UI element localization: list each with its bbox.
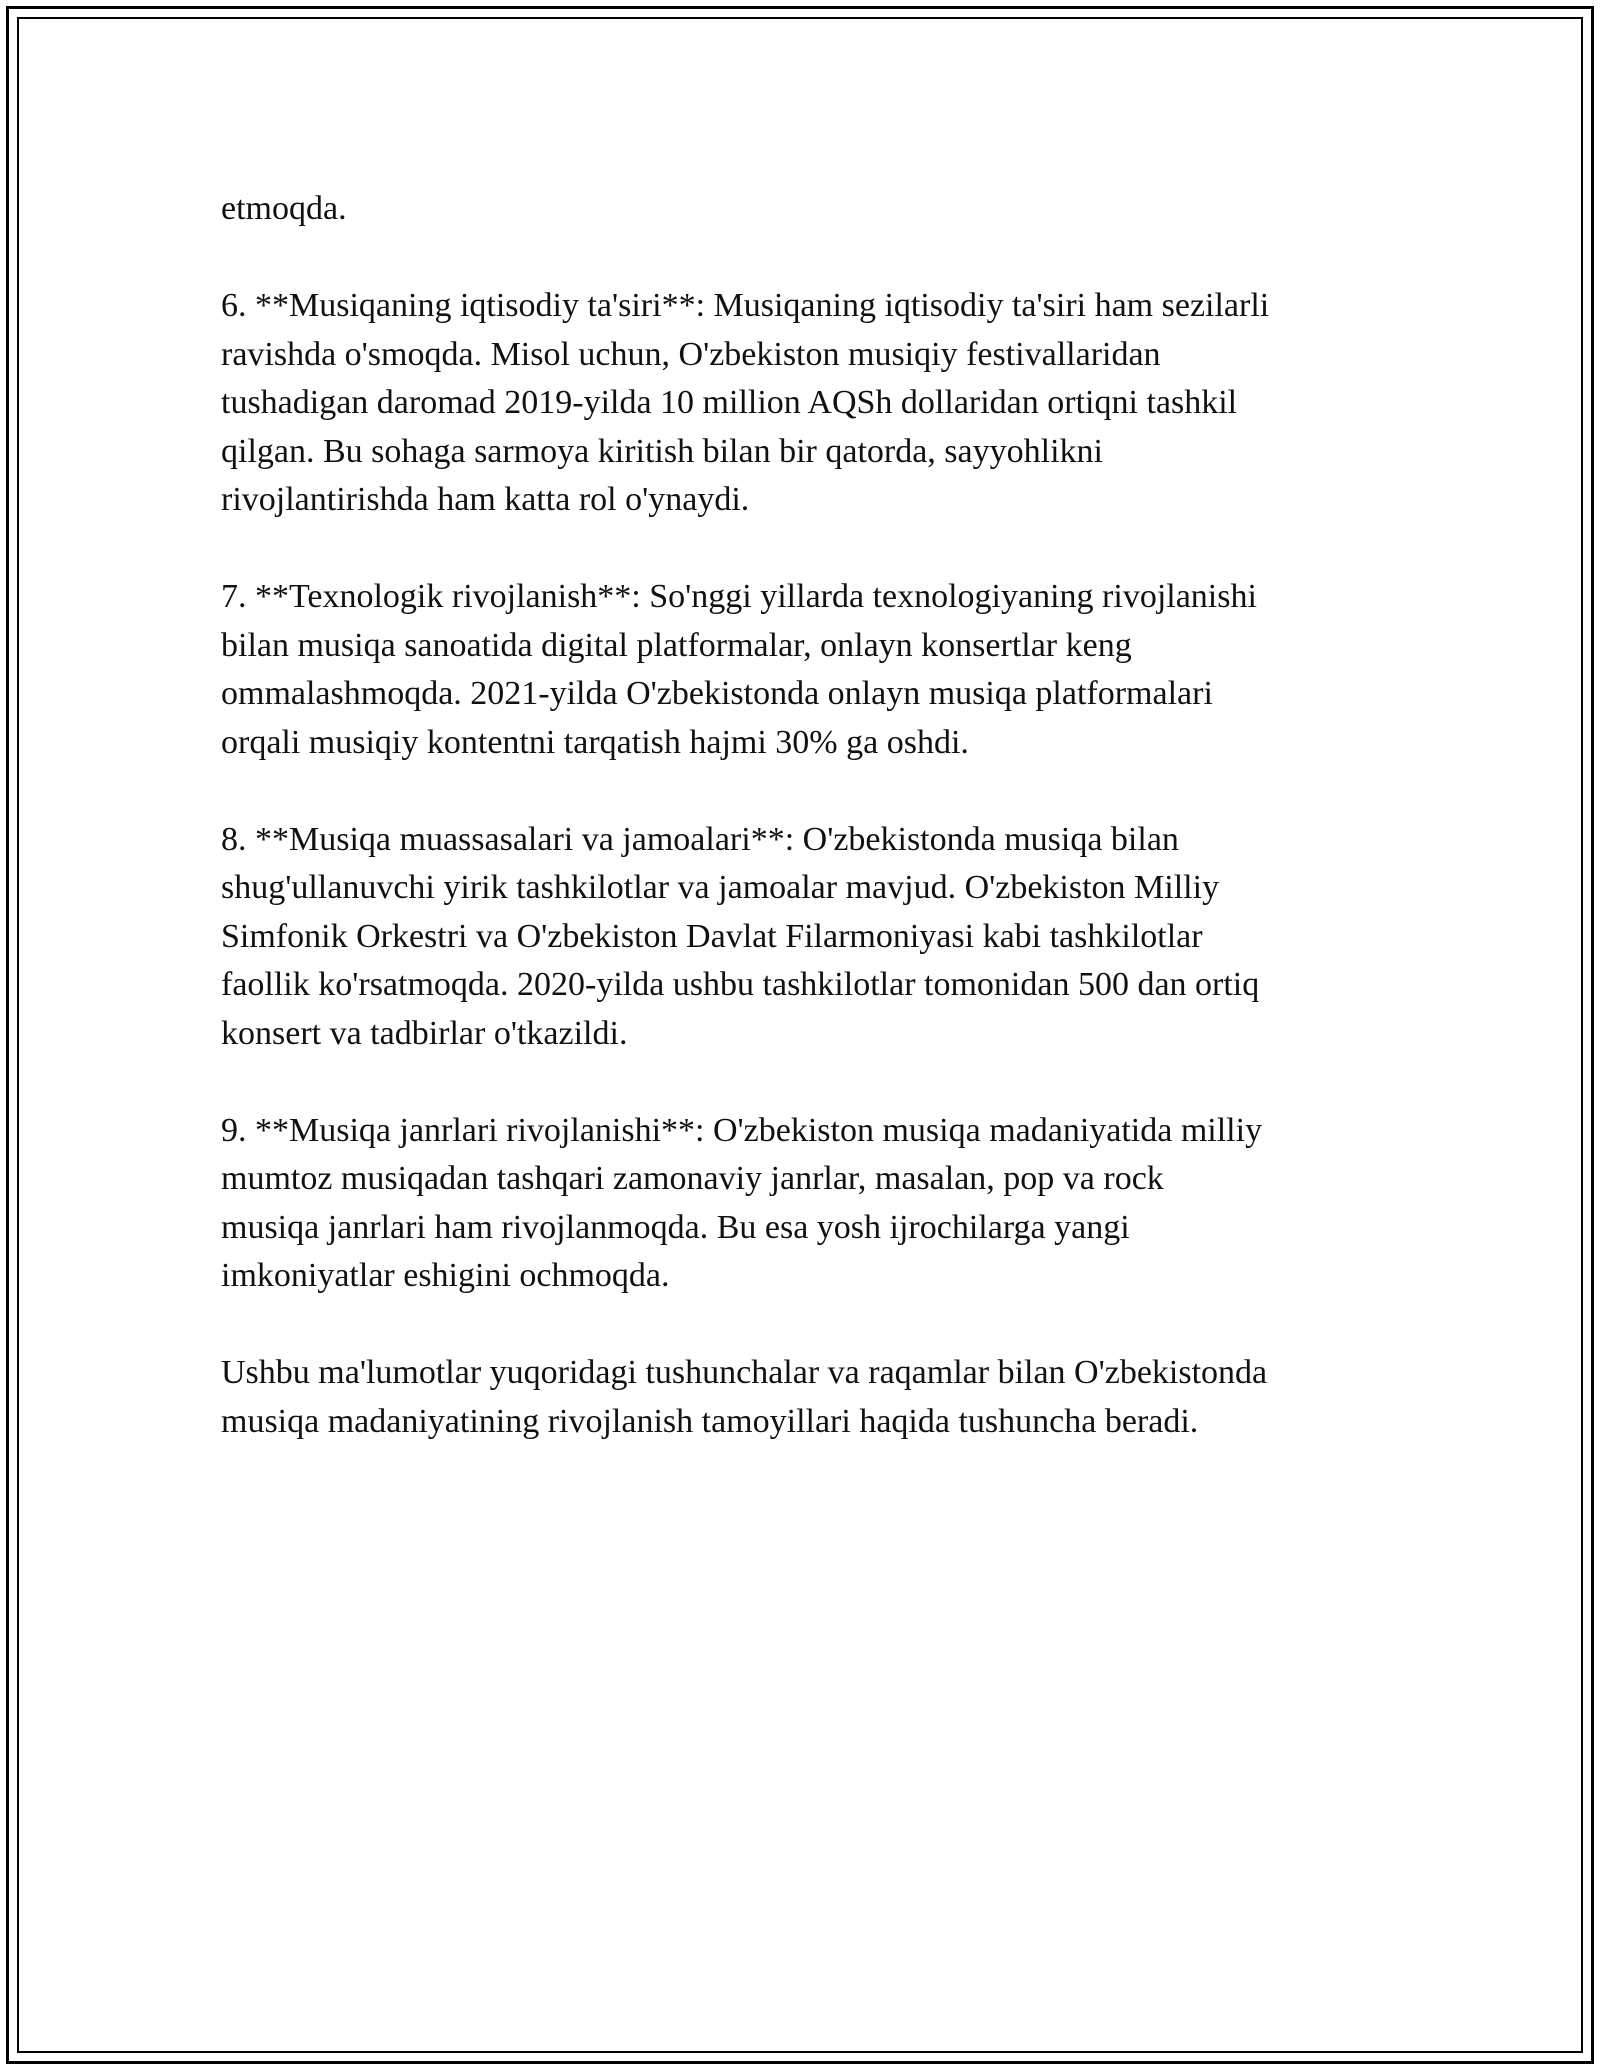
paragraph-item-9: 9. **Musiqa janrlari rivojlanishi**: O'zbekiston musiqa madaniyatida milliy mumtoz musiqadan tashqari zamonaviy janrlar, masalan, pop va rock musiqa janrlari ham rivojlanmoqda. Bu esa yosh ijrochilarga yangi imkoniyatlar eshigini ochmoqda. bbox=[221, 1111, 1263, 1294]
paragraph-item-7: 7. **Texnologik rivojlanish**: So'nggi yillarda texnologiyaning rivojlanishi bilan musiqa sanoatida digital platformalar, onlayn konsertlar keng ommalashmoqda. 2021-yilda O'zbekistonda onlayn musiqa platformalari orqali musiqiy kontentni tarqatish hajmi 30% ga oshdi. bbox=[221, 578, 1257, 761]
document-body bbox=[221, 185, 1381, 1446]
paragraph-continuation: etmoqda. bbox=[221, 190, 347, 227]
paragraph-conclusion: Ushbu ma'lumotlar yuqoridagi tushunchalar va raqamlar bilan O'zbekistonda musiqa madaniyatining rivojlanish tamoyillari haqida tushuncha beradi. bbox=[221, 1354, 1268, 1440]
paragraph-item-8: 8. **Musiqa muassasalari va jamoalari**: O'zbekistonda musiqa bilan shug'ullanuvchi yirik tashkilotlar va jamoalar mavjud. O'zbekiston Milliy Simfonik Orkestri va O'zbekiston Davlat Filarmoniyasi kabi tashkilotlar faollik ko'rsatmoqda. 2020-yilda ushbu tashkilotlar tomonidan 500 dan ortiq konsert va tadbirlar o'tkazildi. bbox=[221, 820, 1260, 1052]
paragraph-item-6: 6. **Musiqaning iqtisodiy ta'siri**: Musiqaning iqtisodiy ta'siri ham sezilarli ravishda o'smoqda. Misol uchun, O'zbekiston musiqiy festivallaridan tushadigan daromad 2019-yilda 10 million AQSh dollaridan ortiqni tashkil qilgan. Bu sohaga sarmoya kiritish bilan bir qatorda, sayyohlikni rivojlantirishda ham katta rol o'ynaydi. bbox=[221, 287, 1270, 518]
